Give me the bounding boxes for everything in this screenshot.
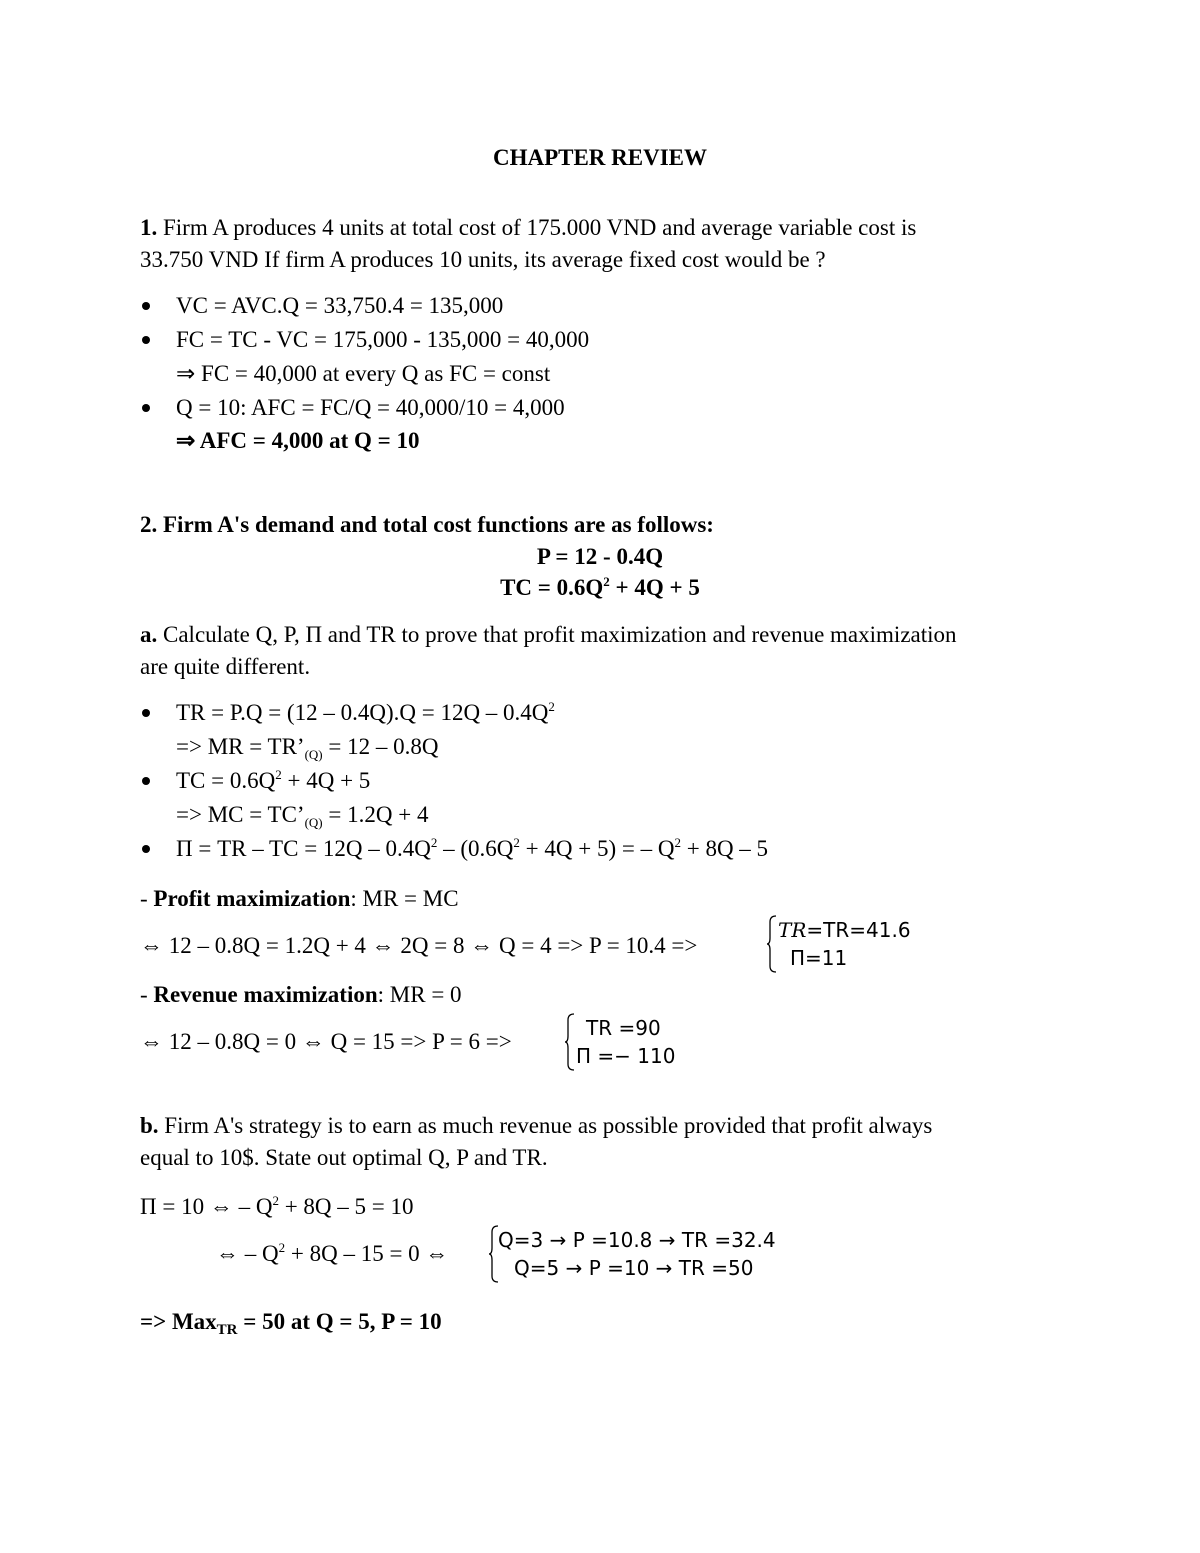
left-brace-icon xyxy=(766,914,778,974)
left-brace-icon xyxy=(564,1012,576,1072)
demand-equation: P = 12 - 0.4Q xyxy=(536,544,664,569)
bullet-icon xyxy=(142,336,150,344)
mc-equation: => MC = $TC’_{(Q)} = 1.2Q + 4$ xyxy=(176,802,429,830)
profit-max-system xyxy=(766,914,911,974)
rev-max-tr: TR =90 xyxy=(586,1016,661,1040)
part-b-text-line1: b. Firm A's strategy is to earn as much revenue as possible provided that profit always xyxy=(140,1113,933,1138)
part-b-solution2: Q=5 → P =10 → TR =50 xyxy=(514,1256,754,1280)
part-a-label: a. xyxy=(140,622,158,647)
total-cost-equation: TC = $0.6Q^2 + 4Q + 5$ xyxy=(500,574,700,600)
q1-answer: ⇒ AFC = 4,000 at Q = 10 xyxy=(176,428,420,453)
q1-bullet2-follow: ⇒ FC = 40,000 at every Q as FC = const xyxy=(176,361,551,386)
bullet-icon xyxy=(142,709,150,717)
rev-max-pi: Π =− 110 xyxy=(576,1044,676,1068)
rev-max-system xyxy=(564,1012,684,1072)
profit-equation: Π = TR – TC = $12Q - 0.4Q^2 - (0.6Q^2 + 4Q + 5)$ = – $Q^2 + 8Q - 5$ xyxy=(176,835,769,861)
bullet-icon xyxy=(142,404,150,412)
bullet-icon xyxy=(142,777,150,785)
mr-equation: => MR = $TR’_{(Q)} = 12 - 0.8Q$ xyxy=(176,734,439,762)
profit-max-equation: ⇔ 12 – 0.8Q = 1.2Q + 4 ⇔ 2Q = 8 ⇔ Q = 4 => P = 10.4 => xyxy=(140,933,698,958)
profit-max-tr: TR=TR=41.6 xyxy=(778,918,911,942)
bullet-icon xyxy=(142,302,150,310)
profit-max-pi: Π=11 xyxy=(790,946,848,970)
part-b-equation2: ⇔ – $Q^2 + 8Q - 15 = 0$ ⇔ xyxy=(216,1240,449,1266)
tr-equation: TR = $P.Q = (12 - 0.4Q).Q = 12Q - 0.4Q^2$ xyxy=(176,699,555,725)
final-answer: => Max$_{TR}$ = 50 at Q = 5, P = 10 xyxy=(140,1309,442,1338)
page-title: CHAPTER REVIEW xyxy=(492,145,708,170)
q1-number: 1. xyxy=(140,215,158,240)
part-b-solution1: Q=3 → P =10.8 → TR =32.4 xyxy=(498,1228,776,1252)
profit-max-heading: - Profit maximization: MR = MC xyxy=(140,886,459,911)
q2-heading: 2. Firm A's demand and total cost functions are as follows: xyxy=(140,512,714,537)
rev-max-heading: - Revenue maximization: MR = 0 xyxy=(140,982,462,1007)
part-b-equation1: Π = 10 ⇔ – $Q^2 + 8Q - 5 = 10$ xyxy=(140,1193,414,1219)
bullet-icon xyxy=(142,845,150,853)
part-b-system xyxy=(488,1224,788,1284)
part-a-text-line1: a. Calculate Q, P, Π and TR to prove that profit maximization and revenue maximization xyxy=(140,622,957,647)
rev-max-equation: ⇔ 12 – 0.8Q = 0 ⇔ Q = 15 => P = 6 => xyxy=(140,1029,512,1054)
q1-text-line2: 33.750 VND If firm A produces 10 units, its average fixed cost would be ? xyxy=(140,247,826,272)
q1-text-line1: 1. Firm A produces 4 units at total cost of 175.000 VND and average variable cost is xyxy=(140,215,917,240)
tc-equation: TC = $0.6Q^2 + 4Q + 5$ xyxy=(176,767,371,793)
q1-bullet1: VC = AVC.Q = 33,750.4 = 135,000 xyxy=(176,293,504,318)
part-b-label: b. xyxy=(140,1113,159,1138)
q1-bullet3: Q = 10: AFC = FC/Q = 40,000/10 = 4,000 xyxy=(176,395,565,420)
part-a-text-line2: are quite different. xyxy=(140,654,311,679)
part-b-text-line2: equal to 10$. State out optimal Q, P and TR. xyxy=(140,1145,548,1170)
q1-bullet2: FC = TC - VC = 175,000 - 135,000 = 40,000 xyxy=(176,327,590,352)
